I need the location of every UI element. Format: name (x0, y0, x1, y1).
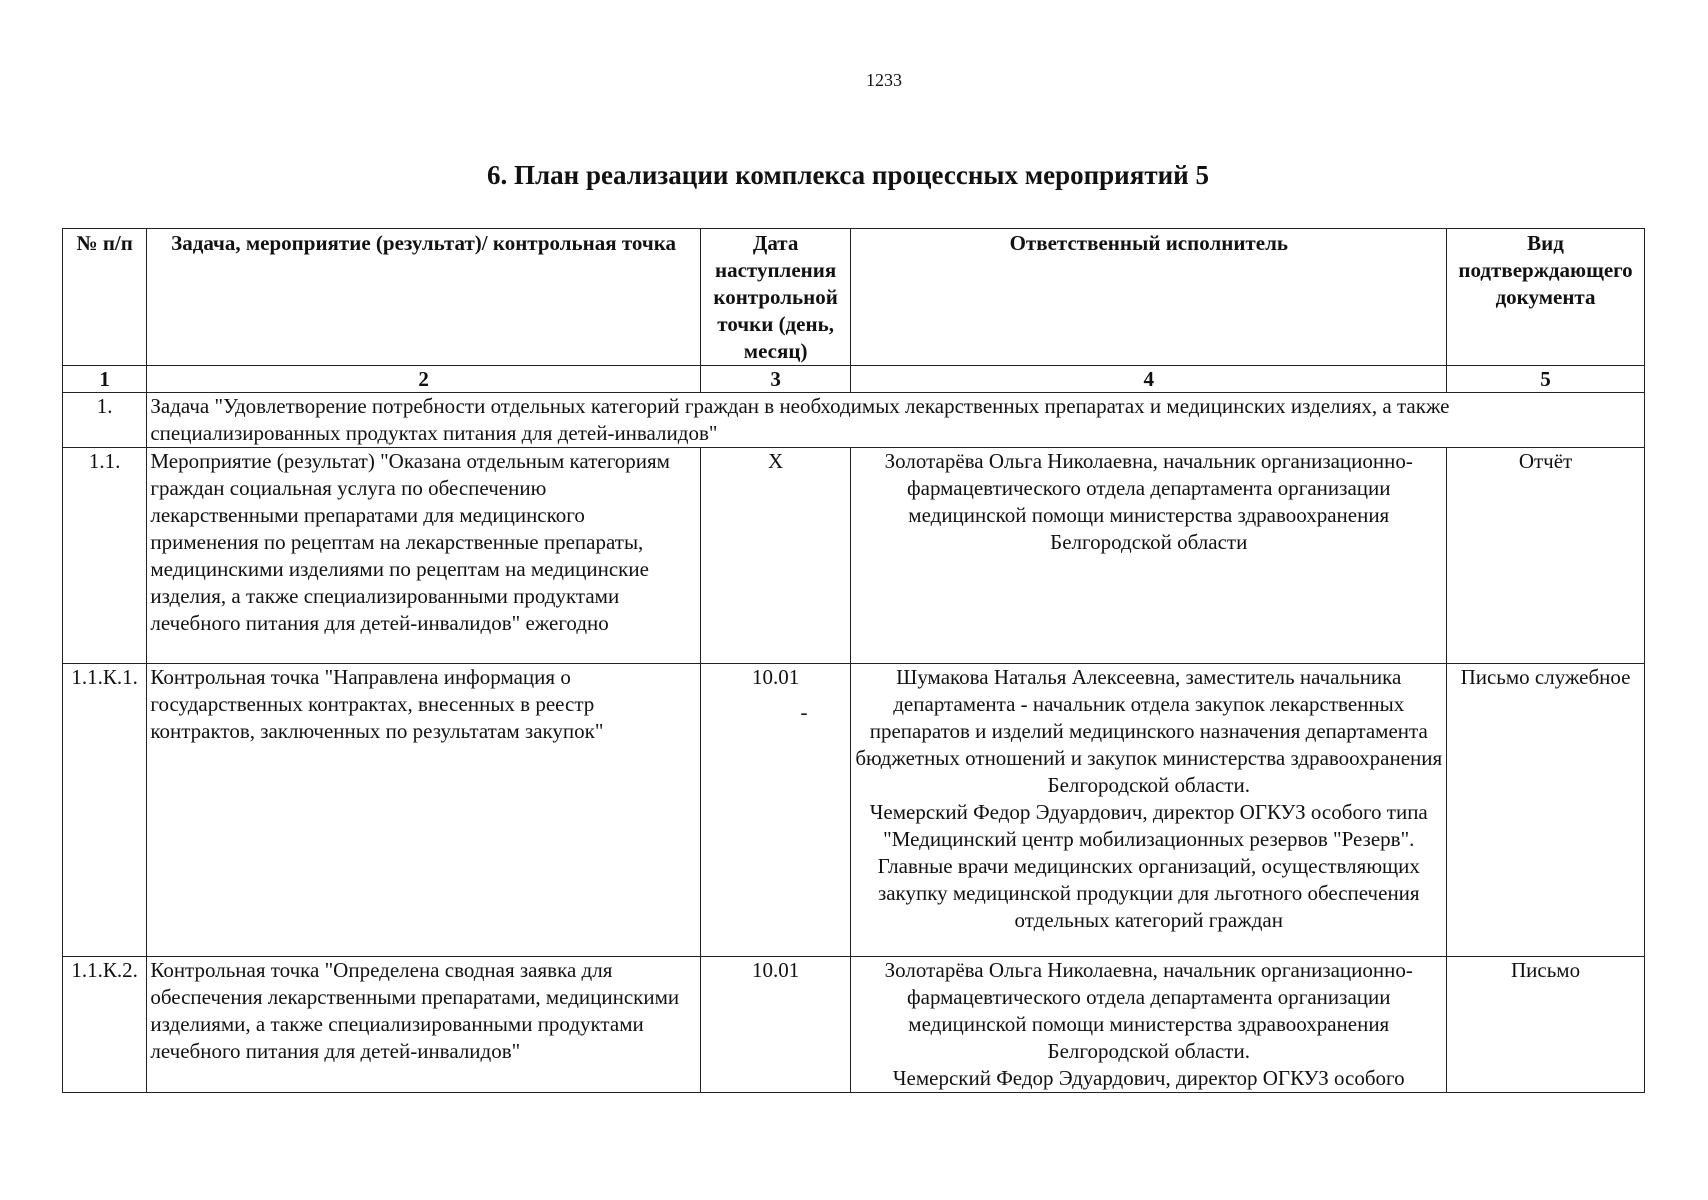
task-text: Задача "Удовлетворение потребности отдельных категорий граждан в необходимых лекарственных препаратах и медицинских изделиях, а также специализированных продуктах питания для детей-инвалидов" (147, 393, 1645, 448)
row-number: 1.1.К.1. (63, 664, 147, 957)
row-responsible-cell (851, 957, 1447, 1093)
column-number: 1 (63, 366, 147, 393)
row-date: 10.01 (700, 957, 851, 1093)
column-number-row (63, 366, 1645, 393)
row-number: 1.1.К.2. (63, 957, 147, 1093)
row-task: Мероприятие (результат) "Оказана отдельным категориям граждан социальная услуга по обеспечению лекарственными препаратами для медицинского применения по рецептам на лекарственные препараты, медицинскими изделиями по рецептам на медицинские изделия, а также специализированными продуктами лечебного питания для детей-инвалидов" ежегодно (147, 448, 700, 664)
row-responsible: Золотарёва Ольга Николаевна, начальник организационно-фармацевтического отдела департамента организации медицинской помощи министерства здравоохранения Белгородской области (851, 448, 1447, 664)
row-responsible: Чемерский Федор Эдуардович, директор ОГКУЗ особого типа "Медицинский центр мобилизационных резервов "Резерв". (869, 800, 1428, 851)
row-task: Контрольная точка "Направлена информация о государственных контрактах, внесенных в реестр контрактов, заключенных по результатам закупок" (147, 664, 700, 957)
table-row (63, 957, 1645, 1093)
header-responsible: Ответственный исполнитель (851, 229, 1447, 366)
table-header-row (63, 229, 1645, 366)
row-doc-type: Отчёт (1447, 448, 1645, 664)
row-doc-type: Письмо служебное (1447, 664, 1645, 957)
row-date: 10.01 (752, 665, 800, 689)
row-date-cell (700, 664, 851, 957)
header-no: № п/п (63, 229, 147, 366)
table-row (63, 448, 1645, 664)
row-responsible: Золотарёва Ольга Николаевна, начальник организационно-фармацевтического отдела департамента организации медицинской помощи министерства здравоохранения Белгородской области. (884, 958, 1413, 1063)
page-number: 1233 (866, 70, 902, 90)
row-task: Контрольная точка "Определена сводная заявка для обеспечения лекарственными препаратами, медицинскими изделиями, а также специализированными продуктами лечебного питания для детей-инвалидов" (147, 957, 700, 1093)
row-responsible-cell (851, 664, 1447, 957)
header-task: Задача, мероприятие (результат)/ контрольная точка (147, 229, 700, 366)
table-row (63, 664, 1645, 957)
column-number: 5 (1447, 366, 1645, 393)
plan-table (62, 228, 1645, 1093)
column-number: 3 (700, 366, 851, 393)
row-responsible: Чемерский Федор Эдуардович, директор ОГКУЗ особого (892, 1066, 1405, 1090)
row-responsible: Шумакова Наталья Алексеевна, заместитель начальника департамента - начальник отдела закупок лекарственных препаратов и изделий медицинского назначения департамента бюджетных отношений и закупок министерства здравоохранения Белгородской области. (855, 665, 1443, 797)
column-number: 2 (147, 366, 700, 393)
row-responsible: Главные врачи медицинских организаций, осуществляющих закупку медицинской продукции для льготного обеспечения отдельных категорий граждан (877, 854, 1420, 932)
header-date: Дата наступления контрольной точки (день, месяц) (700, 229, 851, 366)
column-number: 4 (851, 366, 1447, 393)
task-row (63, 393, 1645, 448)
header-doc-type: Вид подтверждающего документа (1447, 229, 1645, 366)
row-date-dash: - (800, 700, 808, 724)
document-title: 6. План реализации комплекса процессных мероприятий 5 (487, 160, 1209, 190)
task-number: 1. (63, 393, 147, 448)
row-date: X (700, 448, 851, 664)
row-doc-type: Письмо (1447, 957, 1645, 1093)
row-number: 1.1. (63, 448, 147, 664)
